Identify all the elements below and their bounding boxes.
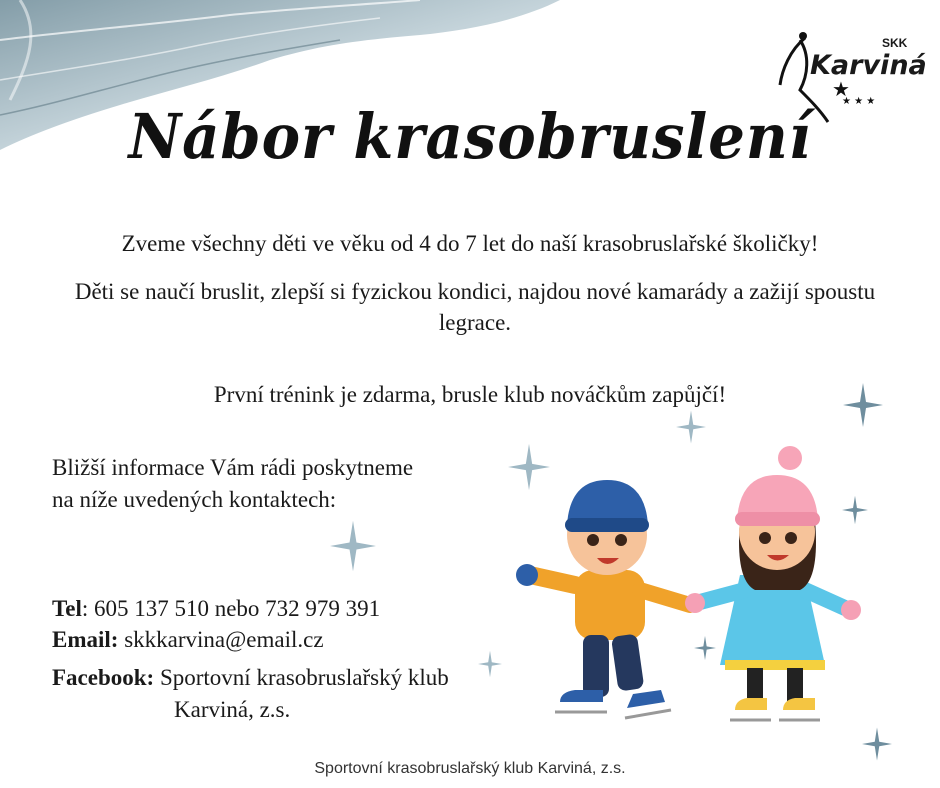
info-text: Bližší informace Vám rádi poskytneme na níže uvedených kontaktech: bbox=[52, 455, 414, 512]
skating-kids-illustration bbox=[515, 440, 875, 740]
facebook-label: Facebook: bbox=[52, 665, 155, 690]
contact-facebook bbox=[52, 663, 522, 693]
logo-name: Karviná bbox=[810, 50, 927, 81]
email-label: Email: bbox=[52, 627, 119, 652]
svg-text:★: ★ bbox=[832, 77, 850, 101]
facebook-value: Sportovní krasobruslařský klub bbox=[154, 665, 449, 690]
page-title: Nábor krasobruslení bbox=[128, 100, 812, 173]
benefits-text: Děti se naučí bruslit, zlepší si fyzickou kondici, najdou nové kamarády a zažijí spoustu legrace. bbox=[74, 279, 876, 335]
sparkle-icon bbox=[330, 520, 376, 572]
footer-text: Sportovní krasobruslařský klub Karviná, z.s. bbox=[314, 760, 626, 777]
girl-skater bbox=[685, 446, 861, 720]
logo-small-text: SKK bbox=[882, 36, 908, 50]
phone-value: : 605 137 510 nebo 732 979 391 bbox=[81, 596, 381, 621]
sparkle-icon bbox=[478, 650, 502, 678]
intro-text: Zveme všechny děti ve věku od 4 do 7 let do naší krasobruslařské školičky! bbox=[121, 231, 819, 256]
phone-label: Tel bbox=[52, 596, 82, 621]
email-value[interactable]: skkkarvina@email.cz bbox=[118, 627, 324, 652]
sparkle-icon bbox=[843, 383, 883, 427]
contact-phone bbox=[52, 594, 380, 624]
sparkle-icon bbox=[676, 410, 706, 444]
first-training-text: První trénink je zdarma, brusle klub nováčkům zapůjčí! bbox=[213, 382, 727, 407]
contact-email bbox=[52, 625, 324, 655]
facebook-value-line2: Karviná, z.s. bbox=[174, 697, 291, 722]
svg-text:★ ★ ★: ★ ★ ★ bbox=[842, 96, 876, 107]
boy-skater bbox=[516, 480, 690, 718]
